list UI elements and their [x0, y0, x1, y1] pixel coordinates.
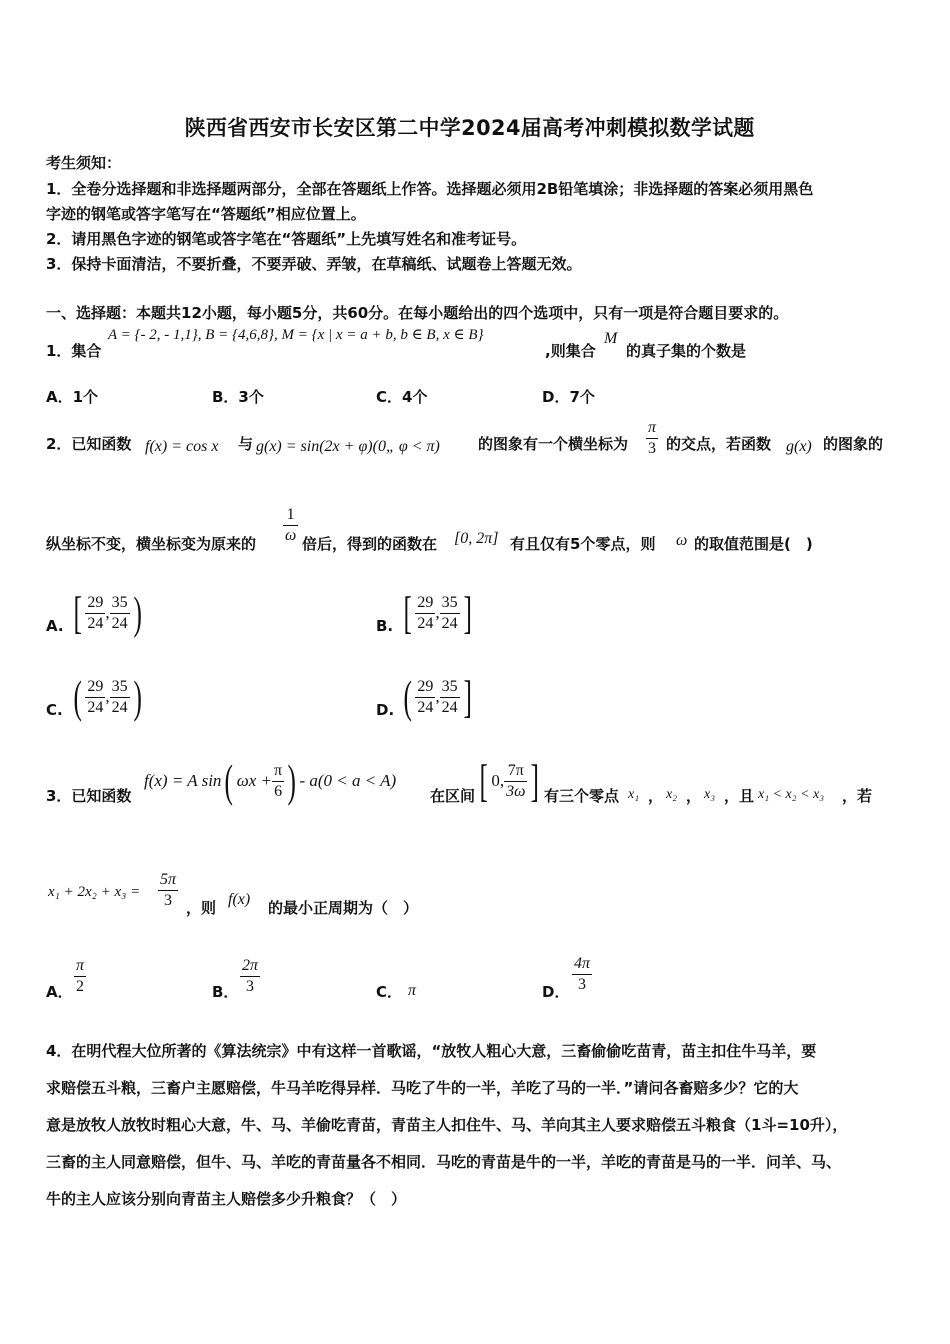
q1-prefix: 1．集合: [46, 342, 102, 360]
page-title: 陕西省西安市长安区第二中学2024届高考冲刺模拟数学试题: [184, 116, 755, 140]
q3-interval: [ 0, $\frac{7\pi}{3\omega}$ ]: [479, 755, 540, 806]
q1-option-d[interactable]: D．7个: [542, 388, 595, 406]
notice-item: 字迹的钢笔或答字笔写在“答题纸”相应位置上。: [46, 205, 366, 223]
q4-line: 意是放牧人放牧时粗心大意，牛、马、羊偷吃青苗，青苗主人扣住牛、马、羊向其主人要求赔偿五斗粮食（1斗=10升），: [46, 1116, 848, 1134]
q3-sep: ，: [648, 787, 664, 805]
q2-f-expression: f(x) = cos x: [145, 438, 219, 455]
q3-option-b-label[interactable]: B．: [212, 983, 239, 1001]
q3-zeros: 有三个零点: [544, 787, 620, 805]
q2-line2-mid: 倍后，得到的函数在: [302, 535, 438, 553]
q3-sep: ，: [724, 787, 740, 805]
q2-tail: 的图象的: [823, 435, 884, 453]
q3-option-a[interactable]: $\frac{\pi}{2}$: [76, 957, 85, 995]
q4-line: 求赔偿五斗粮，三畜户主愿赔偿，牛马羊吃得异样．马吃了牛的一半，羊吃了马的一半．”请问各畜赔多少？它的大: [46, 1079, 799, 1097]
notice-item: 2．请用黑色字迹的钢笔或答字笔在“答题纸”上先填写姓名和准考证号。: [46, 230, 527, 248]
q3-region: 在区间: [430, 787, 476, 805]
q2-one-over-omega: $\frac{1}{\omega}$: [285, 506, 297, 544]
q3-then: ，则: [186, 899, 217, 917]
q2-option-b-label[interactable]: B.: [376, 617, 394, 635]
q2-with: 与: [238, 435, 254, 453]
q1-option-b[interactable]: B．3个: [212, 388, 264, 406]
q3-order: x₁ < x₂ < x₃: [758, 787, 825, 802]
q3-option-c[interactable]: π: [408, 982, 417, 999]
q2-interval: [0, 2π]: [454, 530, 499, 547]
q2-line2-prefix: 纵坐标不变，横坐标变为原来的: [46, 535, 257, 553]
notice-item: 1．全卷分选择题和非选择题两部分，全部在答题纸上作答。选择题必须用2B铅笔填涂；非选择题的答案必须用黑色: [46, 180, 814, 198]
q1-set-expression: A = {- 2, - 1,1}, B = {4,6,8}, M = {x | x = a + b, b ∈ B, x ∈ B}: [108, 327, 484, 343]
q3-sep: ，: [686, 787, 702, 805]
q3-x3: x₃: [704, 787, 716, 802]
q2-line2-tail: 的取值范围是( ): [694, 535, 813, 553]
notice-item: 3．保持卡面清洁，不要折叠，不要弄破、弄皱，在草稿纸、试题卷上答题无效。: [46, 255, 582, 273]
section-heading: 一、选择题：本题共12小题，每小题5分，共60分。在每小题给出的四个选项中，只有一项是符合题目要求的。: [46, 304, 789, 322]
q4-line: 三畜的主人同意赔偿，但牛、马、羊吃的青苗量各不相同．马吃的青苗是牛的一半，羊吃的青苗是马的一半．问羊、马、: [46, 1153, 842, 1171]
q2-option-b[interactable]: [ $\frac{29}{24}$ , $\frac{35}{24}$ ]: [403, 587, 472, 638]
q1-option-a[interactable]: A．1个: [46, 388, 99, 406]
q3-function: f(x) = A sin ( ωx + $\frac{\pi}{6}$ ) - a(0 < a < A): [144, 755, 397, 806]
q2-line2-mid2: 有且仅有5个零点，则: [510, 535, 656, 553]
q3-x1: x₁: [628, 787, 640, 802]
q2-option-d[interactable]: ( $\frac{29}{24}$ , $\frac{35}{24}$ ]: [403, 671, 472, 722]
q3-sum: x₁ + 2x₂ + x₃ =: [48, 884, 141, 900]
q3-option-d[interactable]: $\frac{4\pi}{3}$: [574, 955, 591, 993]
notice-heading: 考生须知：: [46, 154, 122, 172]
q3-and: 且: [739, 787, 755, 805]
q2-option-a-label[interactable]: A.: [46, 617, 64, 635]
q4-line: 4．在明代程大位所著的《算法统宗》中有这样一首歌谣，“放牧人粗心大意，三畜偷偷吃苗青，苗主扣住牛马羊，要: [46, 1042, 817, 1060]
q3-option-a-label[interactable]: A．: [46, 983, 73, 1001]
q2-after-g: 的图象有一个横坐标为: [478, 435, 629, 453]
q3-option-c-label[interactable]: C．: [376, 983, 403, 1001]
q3-fx: f(x): [228, 891, 251, 908]
q3-if: ，若: [842, 787, 873, 805]
q3-option-b[interactable]: $\frac{2\pi}{3}$: [242, 957, 259, 995]
q2-after-frac: 的交点，若函数: [666, 435, 772, 453]
q3-sum-value: $\frac{5\pi}{3}$: [160, 871, 177, 909]
q2-g-expression: g(x) = sin(2x + φ)(0„ φ < π): [256, 438, 440, 455]
q3-tail: 的最小正周期为（ ）: [268, 899, 419, 917]
q4-line: 牛的主人应该分别向青苗主人赔偿多少升粮食？（ ）: [46, 1190, 407, 1208]
q2-omega: ω: [676, 532, 688, 549]
q3-prefix: 3．已知函数: [46, 787, 132, 805]
q2-prefix: 2．已知函数: [46, 435, 132, 453]
q1-option-c[interactable]: C．4个: [376, 388, 428, 406]
q3-x2: x₂: [666, 787, 678, 802]
q1-set-m: M: [604, 330, 618, 347]
q2-pi-third: $\frac{\pi}{3}$: [648, 419, 657, 457]
q2-option-c-label[interactable]: C.: [46, 701, 63, 719]
q2-option-c[interactable]: ( $\frac{29}{24}$ , $\frac{35}{24}$ ): [73, 671, 142, 722]
q1-middle: ,则集合: [545, 342, 596, 360]
q1-suffix: 的真子集的个数是: [626, 342, 747, 360]
q3-option-d-label[interactable]: D．: [542, 983, 570, 1001]
q2-option-d-label[interactable]: D.: [376, 701, 395, 719]
q2-option-a[interactable]: [ $\frac{29}{24}$ , $\frac{35}{24}$ ): [73, 587, 142, 638]
q2-gx: g(x): [786, 438, 812, 455]
